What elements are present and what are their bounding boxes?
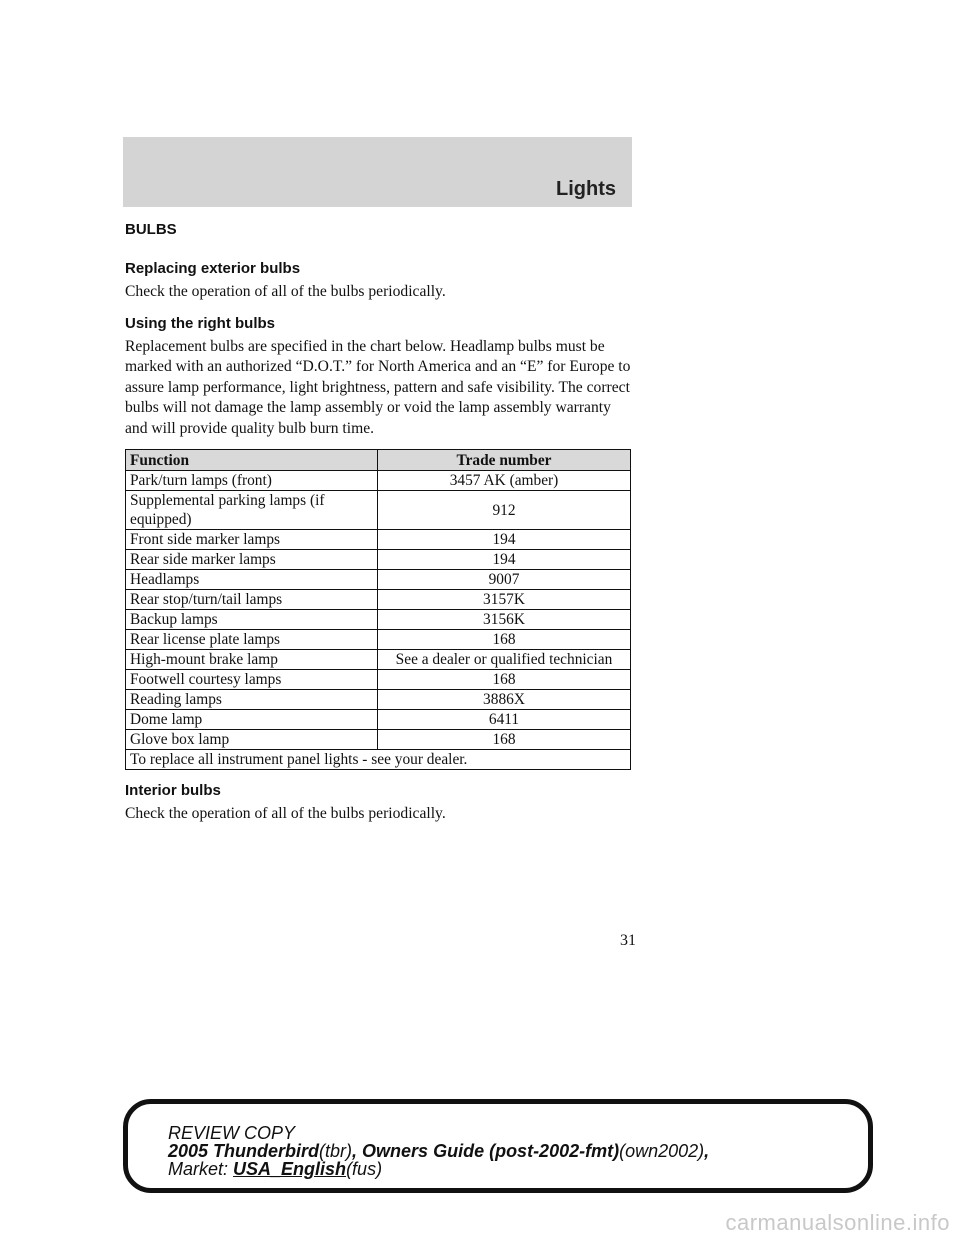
function-cell: Rear side marker lamps	[126, 550, 378, 570]
table-row	[126, 630, 631, 650]
watermark: carmanualsonline.info	[725, 1210, 950, 1235]
function-cell: Glove box lamp	[126, 730, 378, 750]
trade-number-cell: 3156K	[378, 610, 631, 630]
header-function: Function	[126, 450, 378, 471]
table-row	[126, 471, 631, 491]
footer-model-code: (tbr)	[319, 1141, 353, 1161]
trade-number-cell: 912	[378, 491, 631, 530]
table-row	[126, 550, 631, 570]
interior-bulbs-heading: Interior bulbs	[125, 782, 221, 799]
using-right-bulbs-text: Replacement bulbs are specified in the chart below. Headlamp bulbs must be marked with an authorized “D.O.T.” for North America and an “E” for Europe to assure lamp performance, light brightness, pattern and safe visibility. The correct bulbs will not damage the lamp assembly or void the lamp assembly warranty and will provide quality bulb burn time.	[125, 337, 631, 437]
section-title: Lights	[556, 178, 616, 200]
table-row	[126, 590, 631, 610]
footer-market-label: Market:	[168, 1159, 229, 1179]
using-right-bulbs-heading: Using the right bulbs	[125, 314, 275, 332]
trade-number-cell: 168	[378, 670, 631, 690]
table-row	[126, 730, 631, 750]
trade-number-cell: 168	[378, 630, 631, 650]
table-row	[126, 491, 631, 530]
review-copy-footer	[123, 1099, 873, 1193]
header-trade-number: Trade number	[378, 450, 631, 471]
footer-sep-2: ,	[704, 1141, 710, 1161]
table-row	[126, 690, 631, 710]
trade-number-cell: 168	[378, 730, 631, 750]
table-row	[126, 570, 631, 590]
interior-bulbs-text: Check the operation of all of the bulbs periodically.	[125, 805, 446, 822]
page-content	[125, 219, 633, 835]
footer-sep-1: ,	[352, 1141, 363, 1161]
function-cell: Backup lamps	[126, 610, 378, 630]
table-note-row	[126, 750, 631, 770]
function-cell: Supplemental parking lamps (if equipped)	[126, 491, 378, 530]
trade-number-cell: 3457 AK (amber)	[378, 471, 631, 491]
function-cell: Front side marker lamps	[126, 530, 378, 550]
footer-model: 2005 Thunderbird	[168, 1141, 320, 1161]
trade-number-cell: 194	[378, 550, 631, 570]
trade-number-cell: 3157K	[378, 590, 631, 610]
function-cell: Footwell courtesy lamps	[126, 670, 378, 690]
bulb-table	[125, 449, 631, 770]
footer-market-code: (fus)	[346, 1159, 383, 1179]
footer-guide-code: (own2002)	[619, 1141, 705, 1161]
table-row	[126, 710, 631, 730]
function-cell: Reading lamps	[126, 690, 378, 710]
table-row	[126, 610, 631, 630]
function-cell: Rear license plate lamps	[126, 630, 378, 650]
replacing-exterior-text: Check the operation of all of the bulbs periodically.	[125, 283, 446, 300]
trade-number-cell: 3886X	[378, 690, 631, 710]
footer-market: USA_English	[233, 1159, 347, 1179]
bulbs-heading: BULBS	[125, 221, 177, 238]
function-cell: Headlamps	[126, 570, 378, 590]
function-cell: High-mount brake lamp	[126, 650, 378, 670]
trade-number-cell: 194	[378, 530, 631, 550]
function-cell: Park/turn lamps (front)	[126, 471, 378, 491]
table-row	[126, 670, 631, 690]
footer-guide: Owners Guide (post-2002-fmt)	[362, 1141, 620, 1161]
section-header-band	[123, 137, 632, 207]
trade-number-cell: See a dealer or qualified technician	[378, 650, 631, 670]
table-row	[126, 530, 631, 550]
function-cell: Rear stop/turn/tail lamps	[126, 590, 378, 610]
footer-review-copy: REVIEW COPY	[168, 1123, 296, 1143]
replacing-exterior-heading: Replacing exterior bulbs	[125, 260, 301, 277]
trade-number-cell: 6411	[378, 710, 631, 730]
trade-number-cell: 9007	[378, 570, 631, 590]
table-body	[126, 471, 631, 770]
table-note: To replace all instrument panel lights - see your dealer.	[126, 750, 631, 770]
table-header-row	[126, 450, 631, 471]
page-number: 31	[620, 932, 636, 949]
footer-text	[168, 1124, 709, 1178]
function-cell: Dome lamp	[126, 710, 378, 730]
table-row	[126, 650, 631, 670]
